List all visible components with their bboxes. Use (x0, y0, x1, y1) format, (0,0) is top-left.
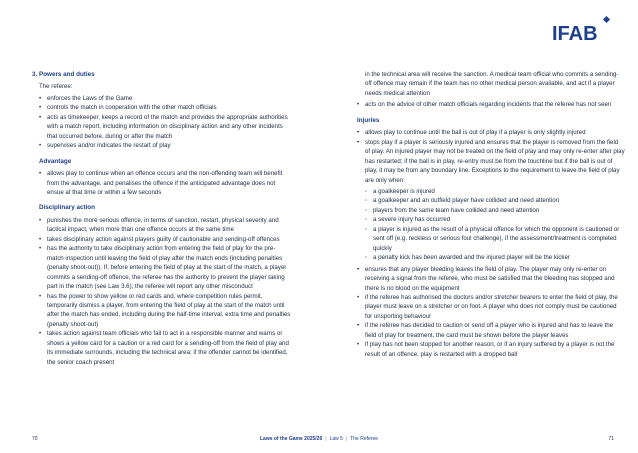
exceptions-list (365, 187, 625, 263)
list-item: • takes disciplinary action against players guilty of cautionable and sending-off offences (39, 235, 292, 244)
list-item: ◦ a severe injury has occurred (365, 215, 625, 224)
list-item: • allows play to continue when an offence occurs and the non-offending team will benefit from the advantage, and penalises the offence if the anticipated advantage does not ensue at that time or within a few seconds (39, 169, 292, 197)
list-item: ◦ a goalkeeper and an outfield player have collided and need attention (365, 196, 625, 205)
ifab-logo (552, 14, 616, 46)
footer-law: Law 5 (329, 436, 343, 442)
list-item: ◦ a player is injured as the result of a physical offence for which the opponent is cautioned or sent off (e.g. reckless or serious foul challenge), if the assessment/treatment is completed quickly (365, 225, 625, 253)
advice-list (357, 100, 625, 109)
footer-separator: | (345, 436, 348, 442)
advantage-heading: Advantage (39, 157, 72, 165)
list-item: • if the referee has authorised the doctors and/or stretcher bearers to enter the field of play, the player must leave on a stretcher or on foot. A player who does not comply must be cautioned for unsporting behaviour (357, 293, 625, 321)
list-item: • has the authority to take disciplinary action from entering the field of play for the pre-match inspection until leaving the field of play after the match ends (including penalties (penalty shoot-out)). If, before entering the field of play at the start of the match, a player commits a sending-off offence, the referee has the authority to prevent the player taking part in the match (see Law 3.6); the referee will report any other misconduct (39, 244, 292, 291)
advantage-list (32, 169, 292, 197)
intro-text: The referee: (39, 83, 73, 91)
section-heading: 3. Powers and duties (32, 71, 95, 78)
list-item: ◦ players from the same team have collided and need attention (365, 206, 625, 215)
list-item: • punishes the more serious offence, in terms of sanction, restart, physical severity and tactical impact, when more than one offence occurs at the same time (39, 216, 292, 235)
list-item: ◦ a goalkeeper is injured (365, 187, 625, 196)
list-item: ◦ a penalty kick has been awarded and the injured player will be the kicker (365, 253, 625, 262)
list-item: • takes action against team officials who fail to act in a responsible manner and warns or shows a yellow card for a caution or a red card for a sending-off from the field of play and its immediate surrounds, including the technical area; if the offender cannot be identified, the senior coach present (39, 329, 292, 367)
injuries-list (357, 128, 625, 185)
list-item: • has the power to show yellow or red cards and, where competition rules permit, temporarily dismiss a player, from entering the field of play at the start of the match until after the match has ended, including during the half-time interval, extra time and penalties (penalty shoot-out) (39, 292, 292, 330)
injuries-heading: Injuries (357, 116, 380, 124)
footer-title (0, 436, 638, 442)
disciplinary-heading: Disciplinary action (39, 204, 95, 212)
list-item: • if play has not been stopped for another reason, or if an injury suffered by a player is not the result of an offence, play is restarted with a dropped ball (357, 340, 625, 359)
injuries-list-continued (357, 265, 625, 360)
list-item: • enforces the Laws of the Game (39, 94, 292, 103)
list-item: • stops play if a player is seriously injured and ensures that the player is removed from the field of play. An injured player may not be treated on the field of play and may only re-enter after play has restarted; if the ball is in play, re-entry must be from the touchline but if the ball is out of play, it may be from any boundary line. Exceptions to the requirement to leave the field of play are only when: (357, 138, 625, 185)
list-item: • supervises and/or indicates the restart of play (39, 141, 292, 150)
logo-text: IFAB (552, 23, 598, 45)
list-item: • ensures that any player bleeding leaves the field of play. The player may only re-enter on receiving a signal from the referee, who must be satisfied that the bleeding has stopped and there is no blood on the equipment (357, 265, 625, 293)
duties-list (32, 94, 292, 151)
page-number-left: 70 (32, 436, 38, 442)
list-item: • controls the match in cooperation with the other match officials (39, 103, 292, 112)
list-item: • if the referee has decided to caution or send off a player who is injured and has to leave the field of play for treatment, the card must be shown before the player leaves (357, 321, 625, 340)
footer-book-title: Laws of the Game 2025/26 (259, 436, 323, 442)
footer-section: The Referee (350, 436, 379, 442)
continuation-text: in the technical area will receive the sanction. A medical team official who commits a sending-off offence may remain if the team has no other medical person available, and act if a player needs medical attention (365, 71, 619, 97)
list-item: • acts as timekeeper, keeps a record of the match and provides the appropriate authorities with a match report, including information on disciplinary action and any other incidents that occurred before, during or after the match (39, 113, 292, 141)
page-number-right: 71 (608, 436, 614, 442)
list-item: • allows play to continue until the ball is out of play if a player is only slightly injured (357, 128, 625, 137)
disciplinary-list (32, 216, 292, 367)
footer-separator: | (325, 436, 327, 442)
right-column (357, 70, 625, 361)
list-item: • acts on the advice of other match officials regarding incidents that the referee has not seen (357, 100, 625, 109)
left-column (32, 70, 292, 369)
